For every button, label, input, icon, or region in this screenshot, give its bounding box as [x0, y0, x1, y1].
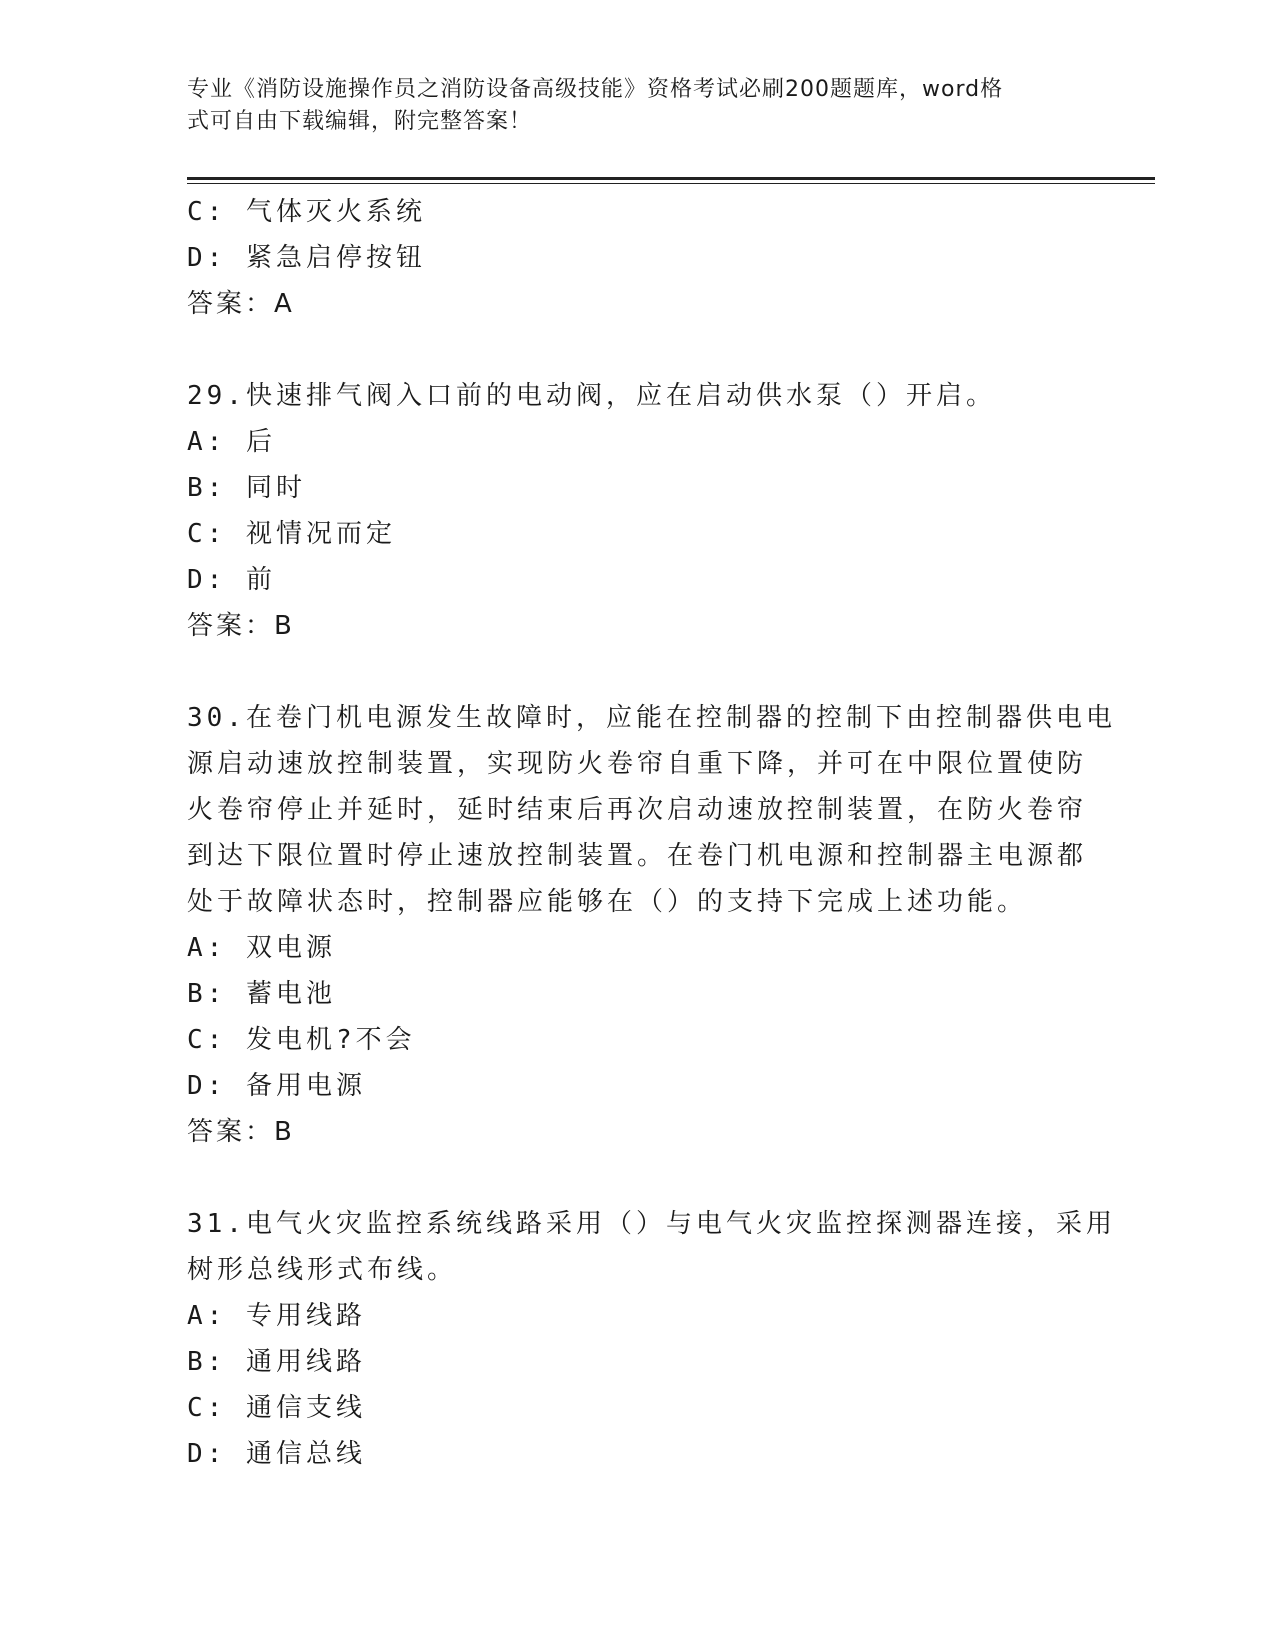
question-31-block: [187, 1201, 1116, 1477]
question-30-block: [187, 695, 1116, 1155]
q30-question-line: 30.在卷门机电源发生故障时，应能在控制器的控制下由控制器供电电: [187, 703, 1116, 733]
spacer: [187, 1155, 1087, 1201]
header-title-line-2: 式可自由下载编辑，附完整答案！: [187, 109, 533, 134]
q30-option-b: B: 蓄电池: [187, 979, 336, 1009]
q30-option-a: A: 双电源: [187, 933, 336, 963]
q30-question-line: 处于故障状态时，控制器应能够在（）的支持下完成上述功能。: [187, 887, 1028, 917]
q29-option-b: B: 同时: [187, 473, 306, 503]
q29-option-c: C: 视情况而定: [187, 519, 396, 549]
q28-option-d: D: 紧急启停按钮: [187, 243, 426, 273]
q31-option-b: B: 通用线路: [187, 1347, 366, 1377]
q30-question-line: 源启动速放控制装置，实现防火卷帘自重下降，并可在中限位置使防: [187, 749, 1088, 779]
q28-answer: 答案：A: [187, 289, 295, 319]
q29-question: 29.快速排气阀入口前的电动阀，应在启动供水泵（）开启。: [187, 381, 996, 411]
q31-question-line: 31.电气火灾监控系统线路采用（）与电气火灾监控探测器连接，采用: [187, 1209, 1116, 1239]
spacer: [187, 327, 1087, 373]
q30-question-line: 到达下限位置时停止速放控制装置。在卷门机电源和控制器主电源都: [187, 841, 1088, 871]
q29-option-d: D: 前: [187, 565, 276, 595]
q31-option-d: D: 通信总线: [187, 1439, 366, 1469]
question-29-block: [187, 373, 1087, 649]
header-divider-thick: [187, 177, 1155, 180]
q31-option-a: A: 专用线路: [187, 1301, 366, 1331]
q29-option-a: A: 后: [187, 427, 276, 457]
question-28-block: [187, 189, 1087, 327]
q30-option-d: D: 备用电源: [187, 1071, 366, 1101]
document-header: [187, 74, 1067, 138]
q30-option-c: C: 发电机?不会: [187, 1025, 416, 1055]
q30-question-line: 火卷帘停止并延时，延时结束后再次启动速放控制装置，在防火卷帘: [187, 795, 1088, 825]
document-body: [187, 189, 1116, 1477]
q31-question-line: 树形总线形式布线。: [187, 1255, 458, 1285]
header-title-line-1: 专业《消防设施操作员之消防设备高级技能》资格考试必刷200题题库，word格: [187, 77, 1004, 102]
q30-answer: 答案：B: [187, 1117, 295, 1147]
spacer: [187, 649, 1087, 695]
header-divider-thin: [187, 183, 1155, 184]
q29-answer: 答案：B: [187, 611, 295, 641]
q31-option-c: C: 通信支线: [187, 1393, 366, 1423]
q28-option-c: C: 气体灭火系统: [187, 197, 426, 227]
